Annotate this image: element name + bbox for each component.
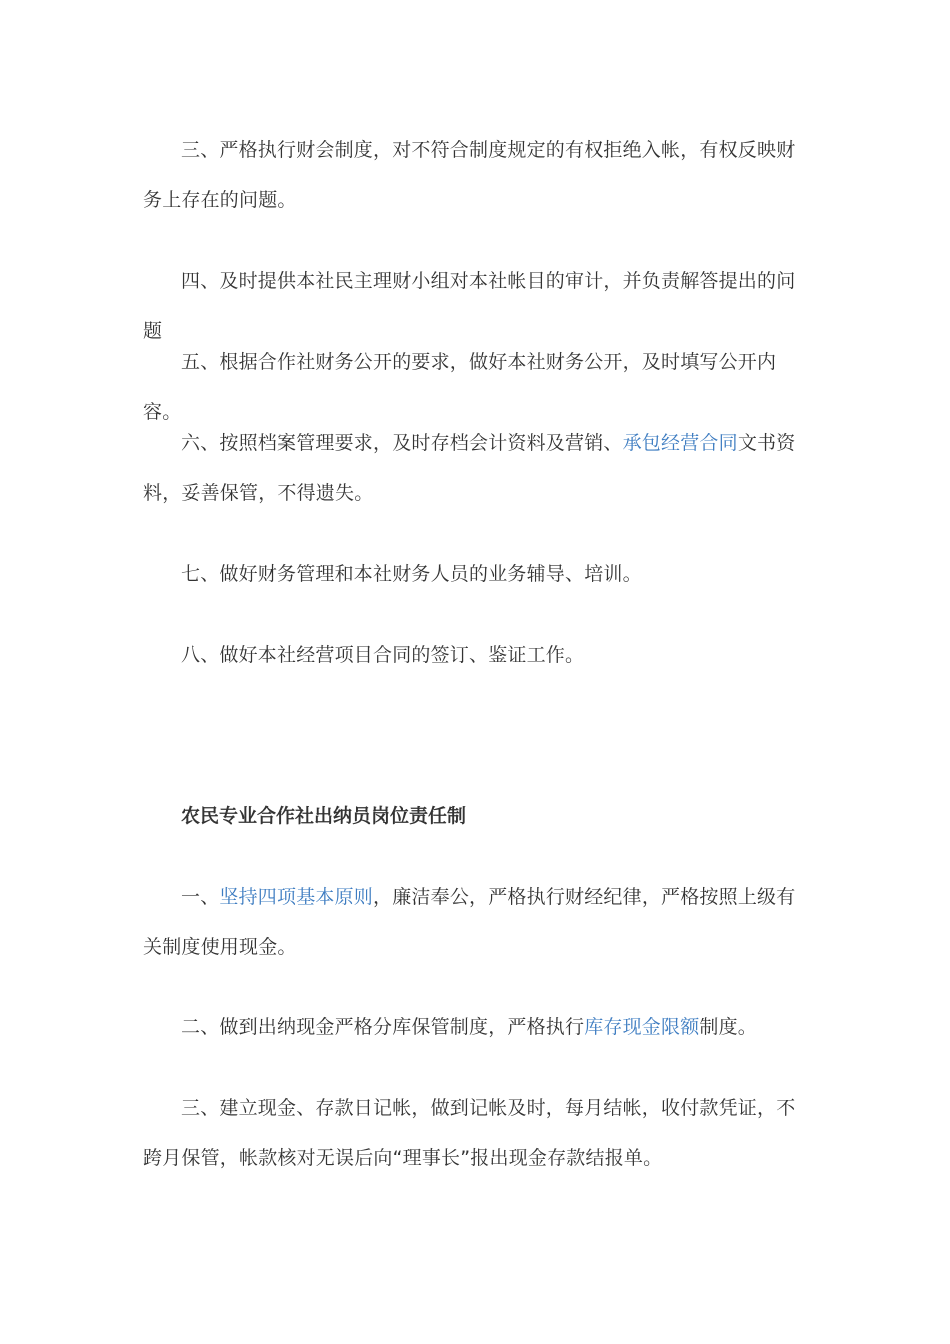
paragraph-text: 三、建立现金、存款日记帐，做到记帐及时，每月结帐，收付款凭证，不跨月保管，帐款核对无误后向“理事长”报出现金存款结报单。 <box>143 1097 796 1169</box>
paragraph-item-6 <box>143 418 809 518</box>
paragraph-item-8 <box>143 630 809 680</box>
paragraph-item-7 <box>143 549 809 599</box>
paragraph-text: 七、做好财务管理和本社财务人员的业务辅导、培训。 <box>181 563 642 585</box>
paragraph-item-3 <box>143 125 809 225</box>
paragraph-text: 制度。 <box>699 1016 758 1038</box>
paragraph-text: 文书资料，妥善保管，不得遗失。 <box>143 432 796 504</box>
section-title: 农民专业合作社出纳员岗位责任制 <box>181 805 467 827</box>
principles-link[interactable]: 坚持四项基本原则 <box>219 886 374 908</box>
contract-link[interactable]: 承包经营合同 <box>622 432 738 454</box>
paragraph-text: 二、做到出纳现金严格分库保管制度，严格执行 <box>181 1016 585 1038</box>
cashier-item-1 <box>143 872 809 972</box>
paragraph-text: 六、按照档案管理要求，及时存档会计资料及营销、 <box>181 432 623 454</box>
paragraph-text: 三、严格执行财会制度，对不符合制度规定的有权拒绝入帐，有权反映财务上存在的问题。 <box>143 139 796 211</box>
cashier-item-2 <box>143 1002 809 1052</box>
cash-limit-link[interactable]: 库存现金限额 <box>584 1016 700 1038</box>
cashier-item-3 <box>143 1083 809 1183</box>
paragraph-text: 五、根据合作社财务公开的要求，做好本社财务公开，及时填写公开内容。 <box>143 351 777 423</box>
paragraph-text: ，廉洁奉公，严格执行财经纪律，严格按照上级有关制度使用现金。 <box>143 886 796 958</box>
paragraph-text: 四、及时提供本社民主理财小组对本社帐目的审计，并负责解答提出的问题 <box>143 270 796 342</box>
paragraph-text: 一、 <box>181 886 220 908</box>
paragraph-text: 八、做好本社经营项目合同的签订、鉴证工作。 <box>181 644 585 666</box>
